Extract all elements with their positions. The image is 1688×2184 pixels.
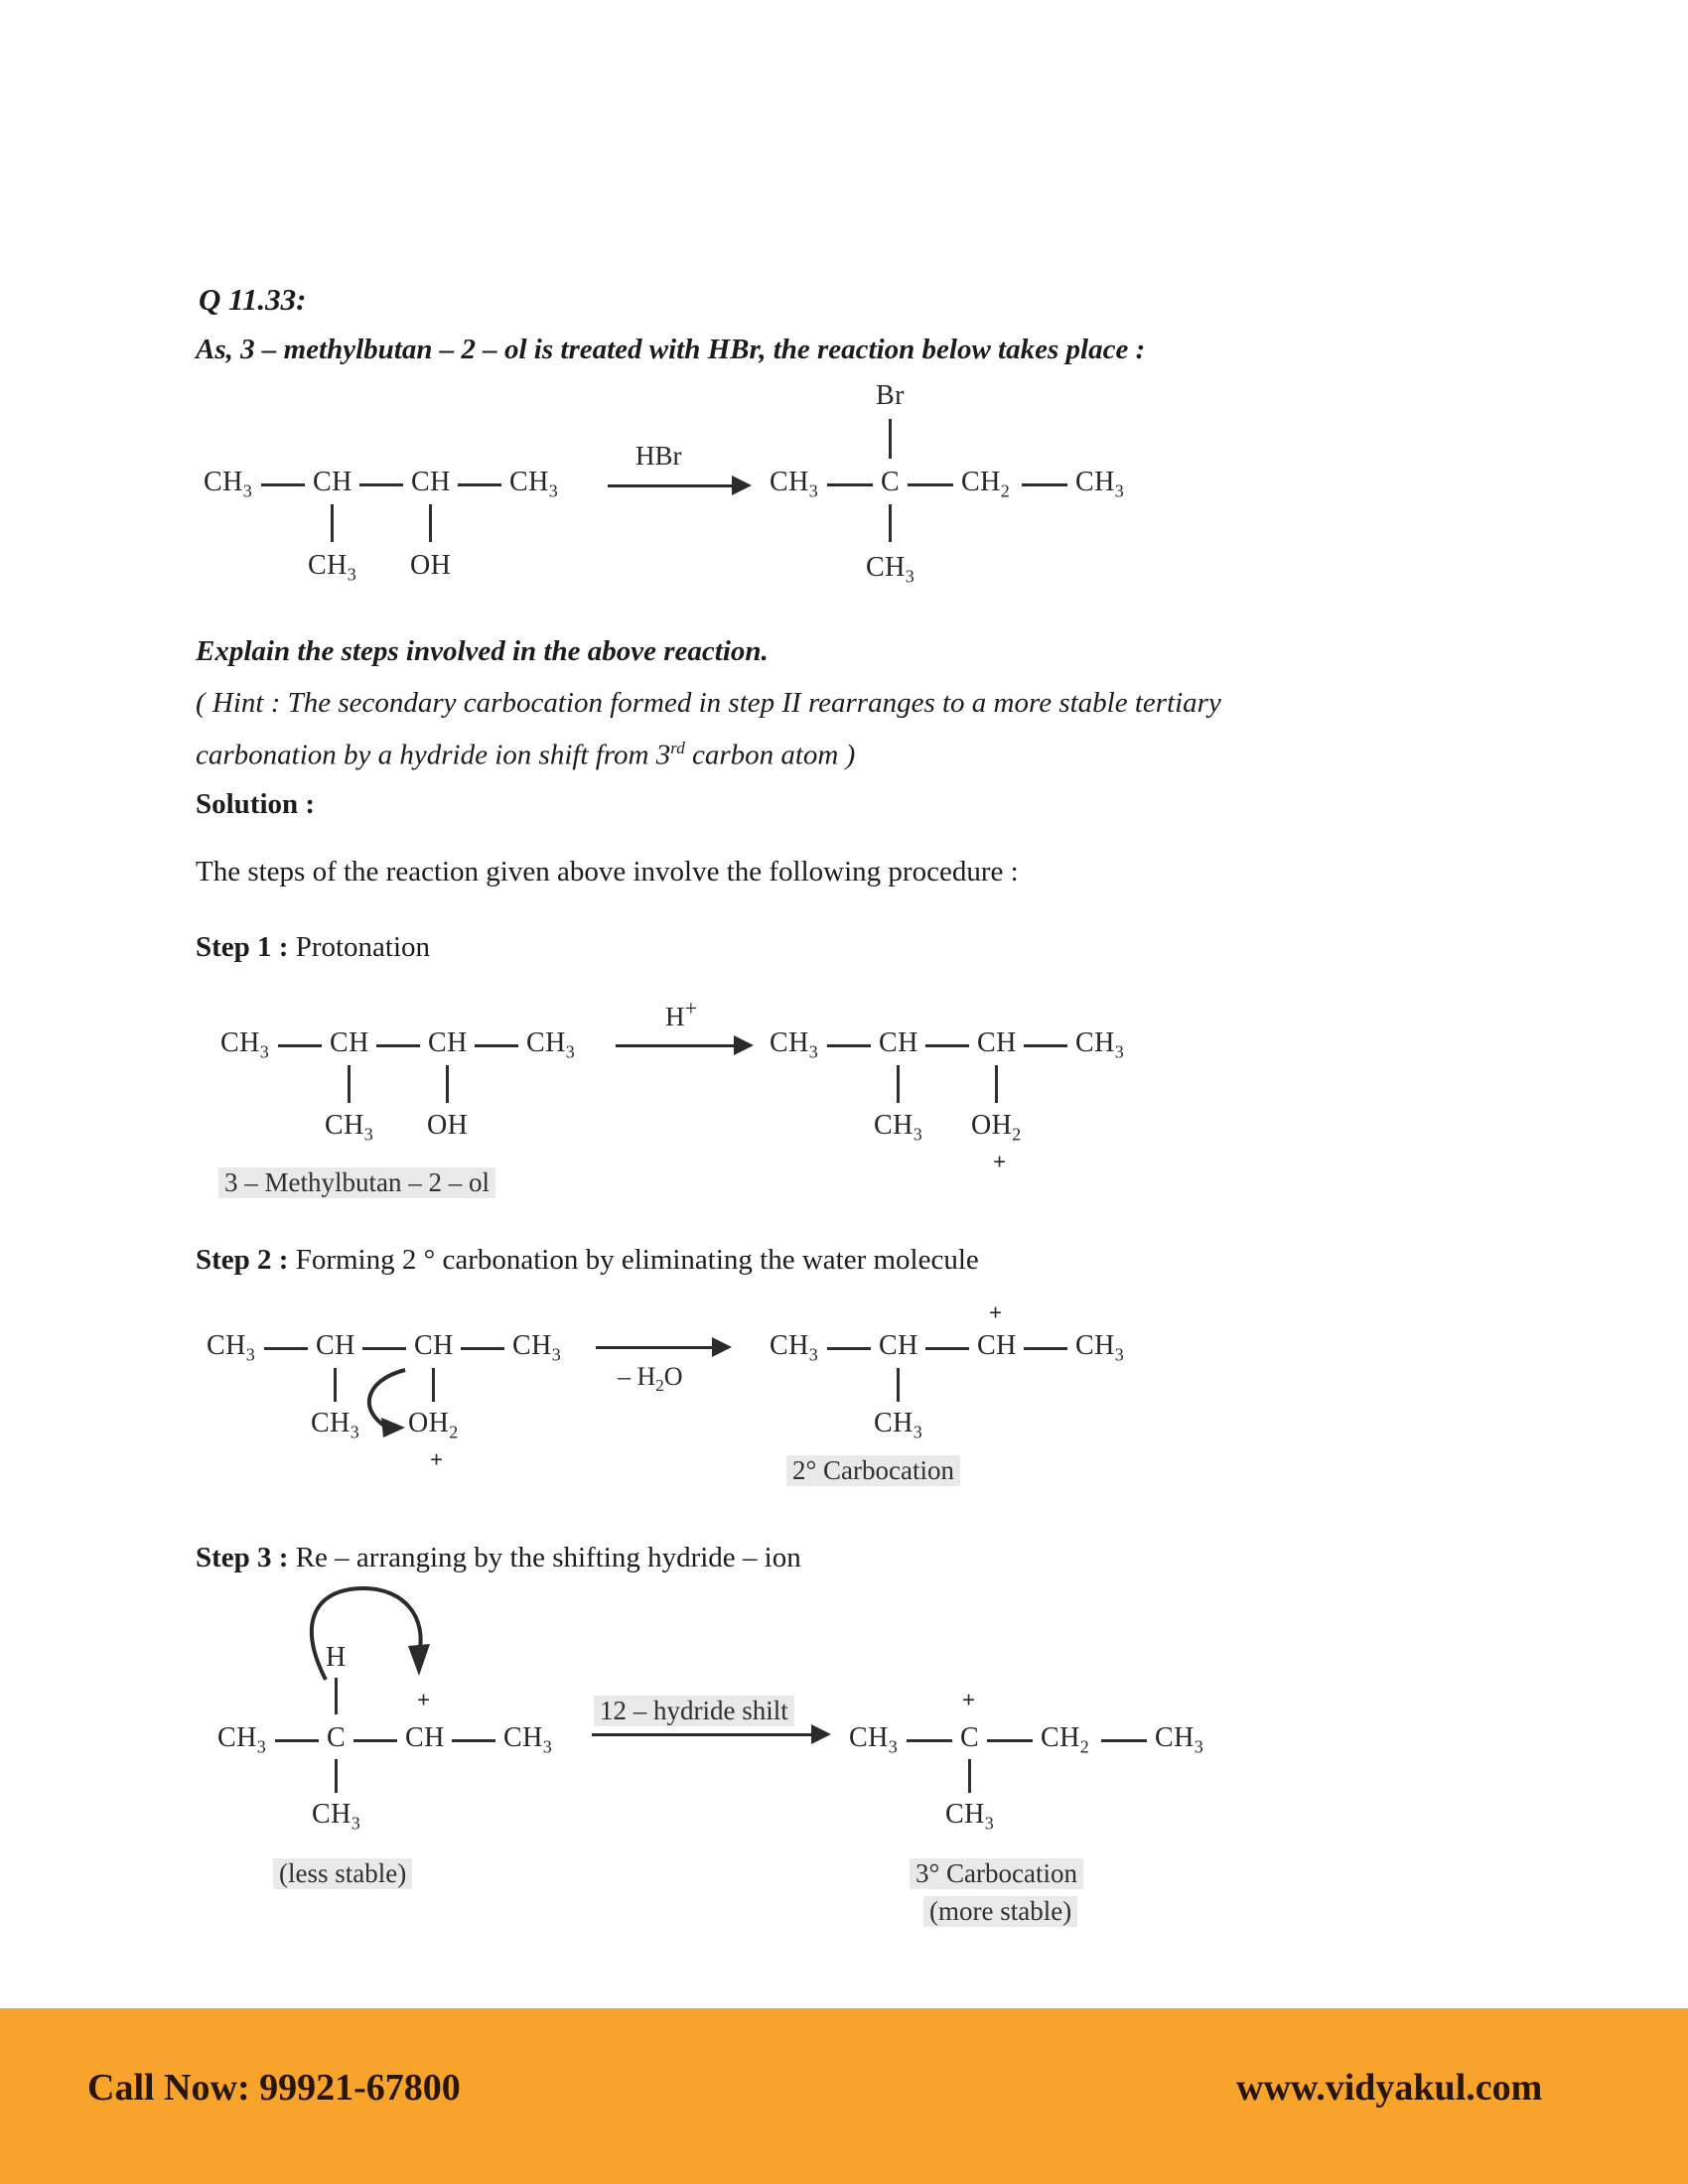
formula-oh2: $OH_2$: [408, 1408, 459, 1442]
formula-ch: CH: [316, 1330, 355, 1361]
explain-line: Explain the steps involved in the above reaction.: [196, 635, 769, 667]
bond-vertical: [446, 1065, 449, 1103]
bond-vertical: [897, 1368, 900, 1402]
formula-ch3: $CH_3$: [526, 1027, 576, 1062]
formula-oh: OH: [410, 550, 452, 581]
footer-website: www.vidyakul.com: [1236, 2067, 1543, 2109]
bond-horizontal: [376, 1044, 420, 1047]
formula-ch3: $CH_3$: [874, 1110, 923, 1145]
bond-horizontal: [925, 1347, 969, 1350]
formula-ch3: $CH_3$: [770, 1027, 819, 1062]
formula-ch3: $CH_3$: [325, 1110, 374, 1145]
bond-horizontal: [908, 483, 953, 486]
formula-ch3: $CH_3$: [503, 1722, 553, 1757]
formula-ch3: $CH_3$: [1155, 1722, 1204, 1757]
bond-horizontal: [1024, 1044, 1067, 1047]
caption-methylbutanol: 3 – Methylbutan – 2 – ol: [218, 1167, 495, 1198]
formula-c: C: [960, 1722, 980, 1753]
formula-ch: CH: [977, 1027, 1017, 1058]
caption-less-stable: (less stable): [273, 1858, 412, 1889]
formula-h: H: [326, 1642, 347, 1673]
bond-vertical: [889, 504, 892, 542]
formula-ch: CH: [879, 1027, 918, 1058]
bond-horizontal: [275, 1739, 319, 1742]
formula-ch3: $CH_3$: [866, 552, 915, 587]
intro-line: The steps of the reaction given above involve the following procedure :: [196, 856, 1019, 887]
step1-heading: Step 1 : Protonation: [196, 931, 431, 963]
bond-vertical: [889, 419, 892, 459]
formula-c: C: [327, 1722, 347, 1753]
formula-ch: CH: [977, 1330, 1017, 1361]
bond-horizontal: [353, 1739, 397, 1742]
formula-ch: CH: [405, 1722, 445, 1753]
hydride-shift-arc-icon: [286, 1582, 445, 1686]
reagent-label-hplus: H+: [665, 996, 698, 1031]
bond-vertical: [331, 504, 334, 542]
bond-horizontal: [827, 1347, 871, 1350]
formula-oh: OH: [427, 1110, 469, 1141]
bond-horizontal: [278, 1044, 322, 1047]
bond-horizontal: [925, 1044, 969, 1047]
plus-charge: +: [962, 1688, 976, 1712]
formula-ch3: $CH_3$: [945, 1799, 995, 1834]
formula-ch3: $CH_3$: [509, 467, 559, 501]
formula-ch3: $CH_3$: [1075, 467, 1125, 501]
bond-horizontal: [827, 1044, 871, 1047]
reaction-arrow: [596, 1346, 713, 1349]
bond-horizontal: [458, 483, 501, 486]
plus-charge: +: [417, 1688, 431, 1712]
reaction-arrow: [608, 484, 733, 487]
solution-label: Solution :: [196, 788, 316, 820]
hint-line-1: ( Hint : The secondary carbocation formed in step II rearranges to a more stable tertiary: [196, 687, 1221, 719]
formula-c: C: [881, 467, 901, 497]
formula-br: Br: [876, 380, 905, 411]
formula-ch2: $CH_2$: [1041, 1722, 1090, 1757]
bond-horizontal: [362, 1347, 406, 1350]
formula-ch3: $CH_3$: [770, 467, 819, 501]
formula-ch3: $CH_3$: [311, 1408, 360, 1442]
formula-ch3: $CH_3$: [312, 1799, 361, 1834]
formula-ch3: $CH_3$: [874, 1408, 923, 1442]
plus-charge: +: [993, 1150, 1007, 1174]
caption-carbocation-2: 2° Carbocation: [786, 1455, 960, 1486]
bond-vertical: [968, 1759, 971, 1793]
bond-horizontal: [264, 1347, 308, 1350]
bond-vertical: [995, 1065, 998, 1103]
bond-horizontal: [475, 1044, 518, 1047]
bond-vertical: [334, 1368, 337, 1402]
reaction-arrow: [616, 1044, 735, 1047]
question-statement: As, 3 – methylbutan – 2 – ol is treated with HBr, the reaction below takes place :: [196, 334, 1146, 365]
formula-ch: CH: [411, 467, 451, 497]
formula-ch: CH: [428, 1027, 468, 1058]
formula-ch: CH: [414, 1330, 454, 1361]
bond-horizontal: [987, 1739, 1033, 1742]
bond-horizontal: [1024, 1347, 1067, 1350]
question-id: Q 11.33:: [199, 282, 307, 317]
formula-ch3: $CH_3$: [1075, 1027, 1125, 1062]
bond-horizontal: [907, 1739, 952, 1742]
caption-carbocation-3: 3° Carbocation: [910, 1858, 1083, 1889]
formula-ch3: $CH_3$: [1075, 1330, 1125, 1365]
bond-vertical: [335, 1678, 338, 1714]
step3-heading: Step 3 : Re – arranging by the shifting hydride – ion: [196, 1542, 801, 1573]
bond-horizontal: [261, 483, 305, 486]
formula-ch3: $CH_3$: [207, 1330, 256, 1365]
label-hydride-shift: 12 – hydride shilt: [594, 1696, 794, 1726]
bond-vertical: [429, 504, 432, 542]
bond-horizontal: [461, 1347, 504, 1350]
formula-ch3: $CH_3$: [220, 1027, 270, 1062]
hint-line-2: carbonation by a hydride ion shift from 3rd carbon atom ): [196, 739, 856, 771]
bond-horizontal: [1101, 1739, 1147, 1742]
formula-oh2: $OH_2$: [971, 1110, 1022, 1145]
bond-horizontal: [359, 483, 403, 486]
caption-more-stable: (more stable): [923, 1896, 1077, 1927]
bond-horizontal: [452, 1739, 495, 1742]
reaction-arrow: [592, 1733, 812, 1736]
formula-ch3: $CH_3$: [308, 550, 357, 585]
footer-phone: Call Now: 99921-67800: [87, 2067, 461, 2109]
bond-horizontal: [1022, 483, 1067, 486]
footer: [0, 2008, 1688, 2184]
bond-vertical: [335, 1759, 338, 1793]
formula-ch: CH: [313, 467, 352, 497]
formula-ch3: $CH_3$: [204, 467, 253, 501]
reagent-label-minus-h2o: – $H_2O$: [618, 1362, 683, 1396]
plus-charge: +: [989, 1300, 1003, 1325]
step2-heading: Step 2 : Forming 2 ° carbonation by eliminating the water molecule: [196, 1244, 979, 1276]
formula-ch3: $CH_3$: [217, 1722, 267, 1757]
reagent-label-hbr: HBr: [635, 441, 682, 471]
plus-charge: +: [430, 1447, 444, 1472]
formula-ch: CH: [879, 1330, 918, 1361]
bond-vertical: [897, 1065, 900, 1103]
formula-ch: CH: [330, 1027, 369, 1058]
formula-ch3: $CH_3$: [512, 1330, 562, 1365]
curved-arrow-icon: [353, 1366, 423, 1441]
formula-ch3: $CH_3$: [849, 1722, 899, 1757]
formula-ch2: $CH_2$: [961, 467, 1011, 501]
formula-ch3: $CH_3$: [770, 1330, 819, 1365]
bond-vertical: [432, 1368, 435, 1402]
bond-vertical: [348, 1065, 351, 1103]
bond-horizontal: [827, 483, 873, 486]
